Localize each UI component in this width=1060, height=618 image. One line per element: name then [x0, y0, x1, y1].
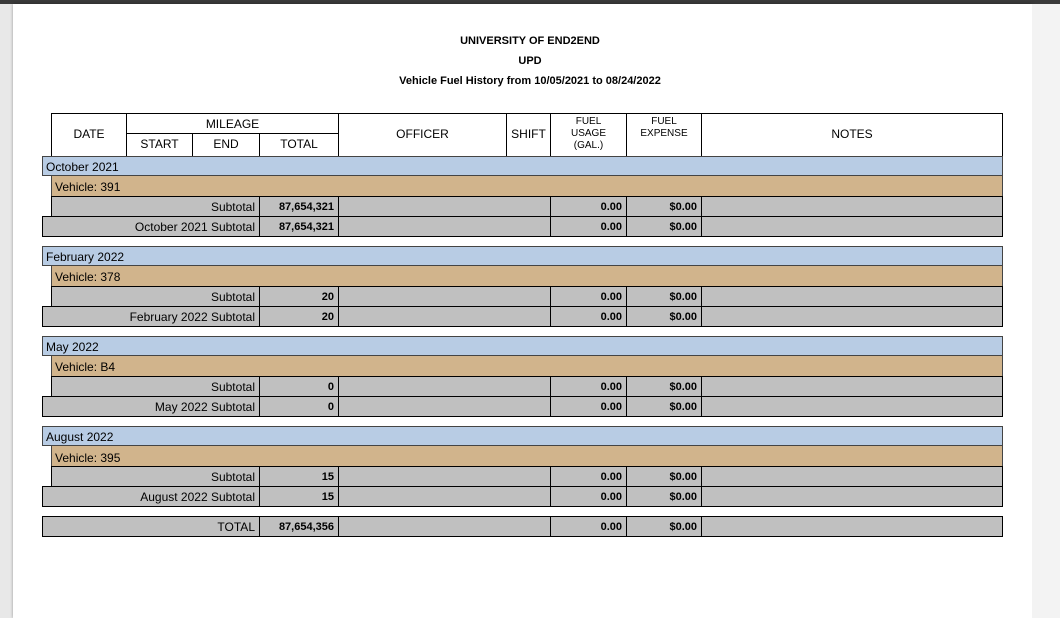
subtotal-fuel: 0.00	[600, 201, 622, 213]
month-label: October 2021	[46, 160, 119, 174]
subtotal-mileage: 20	[321, 291, 334, 303]
subtotal-label: Subtotal	[210, 200, 255, 214]
month-band	[42, 246, 1003, 266]
month-label: August 2022	[46, 430, 114, 444]
subtotal-label: Subtotal	[210, 470, 255, 484]
vehicle-band	[51, 266, 1003, 286]
subtotal-mileage: 87,654,321	[278, 201, 334, 213]
grand-total-label: TOTAL	[217, 520, 255, 534]
vehicle-label: Vehicle: 391	[55, 180, 121, 194]
col-officer: OFFICER	[396, 127, 449, 141]
vehicle-band	[51, 356, 1003, 376]
vehicle-label: Vehicle: 395	[55, 451, 121, 465]
report-title: UNIVERSITY OF END2END	[460, 35, 600, 47]
col-fuel-usage: FUEL USAGE (GAL.)	[570, 116, 606, 151]
vehicle-label: Vehicle: B4	[55, 360, 116, 374]
grand-total-expense: $0.00	[669, 521, 697, 533]
month-subtotal-fuel: 0.00	[600, 401, 622, 413]
month-subtotal-mileage: 15	[321, 491, 334, 503]
vehicle-band	[51, 176, 1003, 196]
viewer-scroll-area[interactable]	[1032, 4, 1060, 618]
subtotal-fuel: 0.00	[600, 381, 622, 393]
month-subtotal-mileage: 87,654,321	[278, 221, 334, 233]
month-subtotal-fuel: 0.00	[600, 221, 622, 233]
col-start: START	[140, 137, 179, 151]
subtotal-fuel: 0.00	[600, 291, 622, 303]
subtotal-expense: $0.00	[669, 381, 697, 393]
subtotal-expense: $0.00	[669, 471, 697, 483]
month-label: February 2022	[46, 250, 125, 264]
report-subtitle: Vehicle Fuel History from 10/05/2021 to 08/24/2022	[399, 75, 661, 87]
month-label: May 2022	[46, 340, 99, 354]
month-band	[42, 336, 1003, 356]
grand-total-mileage: 87,654,356	[278, 521, 334, 533]
month-band	[42, 426, 1003, 446]
col-shift: SHIFT	[511, 127, 546, 141]
vehicle-band	[51, 446, 1003, 466]
month-subtotal-label: August 2022 Subtotal	[140, 490, 255, 504]
vehicle-label: Vehicle: 378	[55, 270, 121, 284]
month-subtotal-label: May 2022 Subtotal	[154, 400, 255, 414]
col-total: TOTAL	[280, 137, 318, 151]
subtotal-expense: $0.00	[669, 201, 697, 213]
month-subtotal-expense: $0.00	[669, 221, 697, 233]
subtotal-mileage: 15	[321, 471, 334, 483]
report-department: UPD	[518, 55, 542, 67]
subtotal-mileage: 0	[327, 381, 334, 393]
month-subtotal-label: October 2021 Subtotal	[134, 220, 255, 234]
month-subtotal-fuel: 0.00	[600, 311, 622, 323]
month-subtotal-label: February 2022 Subtotal	[129, 310, 255, 324]
subtotal-fuel: 0.00	[600, 471, 622, 483]
grand-total-fuel: 0.00	[600, 521, 622, 533]
subtotal-expense: $0.00	[669, 291, 697, 303]
month-subtotal-mileage: 20	[321, 311, 334, 323]
col-fuel-expense: FUEL EXPENSE	[640, 116, 688, 139]
col-mileage: MILEAGE	[205, 117, 260, 131]
month-subtotal-mileage: 0	[327, 401, 334, 413]
month-subtotal-expense: $0.00	[669, 491, 697, 503]
month-subtotal-expense: $0.00	[669, 311, 697, 323]
subtotal-label: Subtotal	[210, 380, 255, 394]
month-subtotal-fuel: 0.00	[600, 491, 622, 503]
month-band	[42, 156, 1003, 176]
col-notes: NOTES	[831, 127, 873, 141]
col-date: DATE	[73, 127, 105, 141]
col-end: END	[213, 137, 239, 151]
month-subtotal-expense: $0.00	[669, 401, 697, 413]
subtotal-label: Subtotal	[210, 290, 255, 304]
